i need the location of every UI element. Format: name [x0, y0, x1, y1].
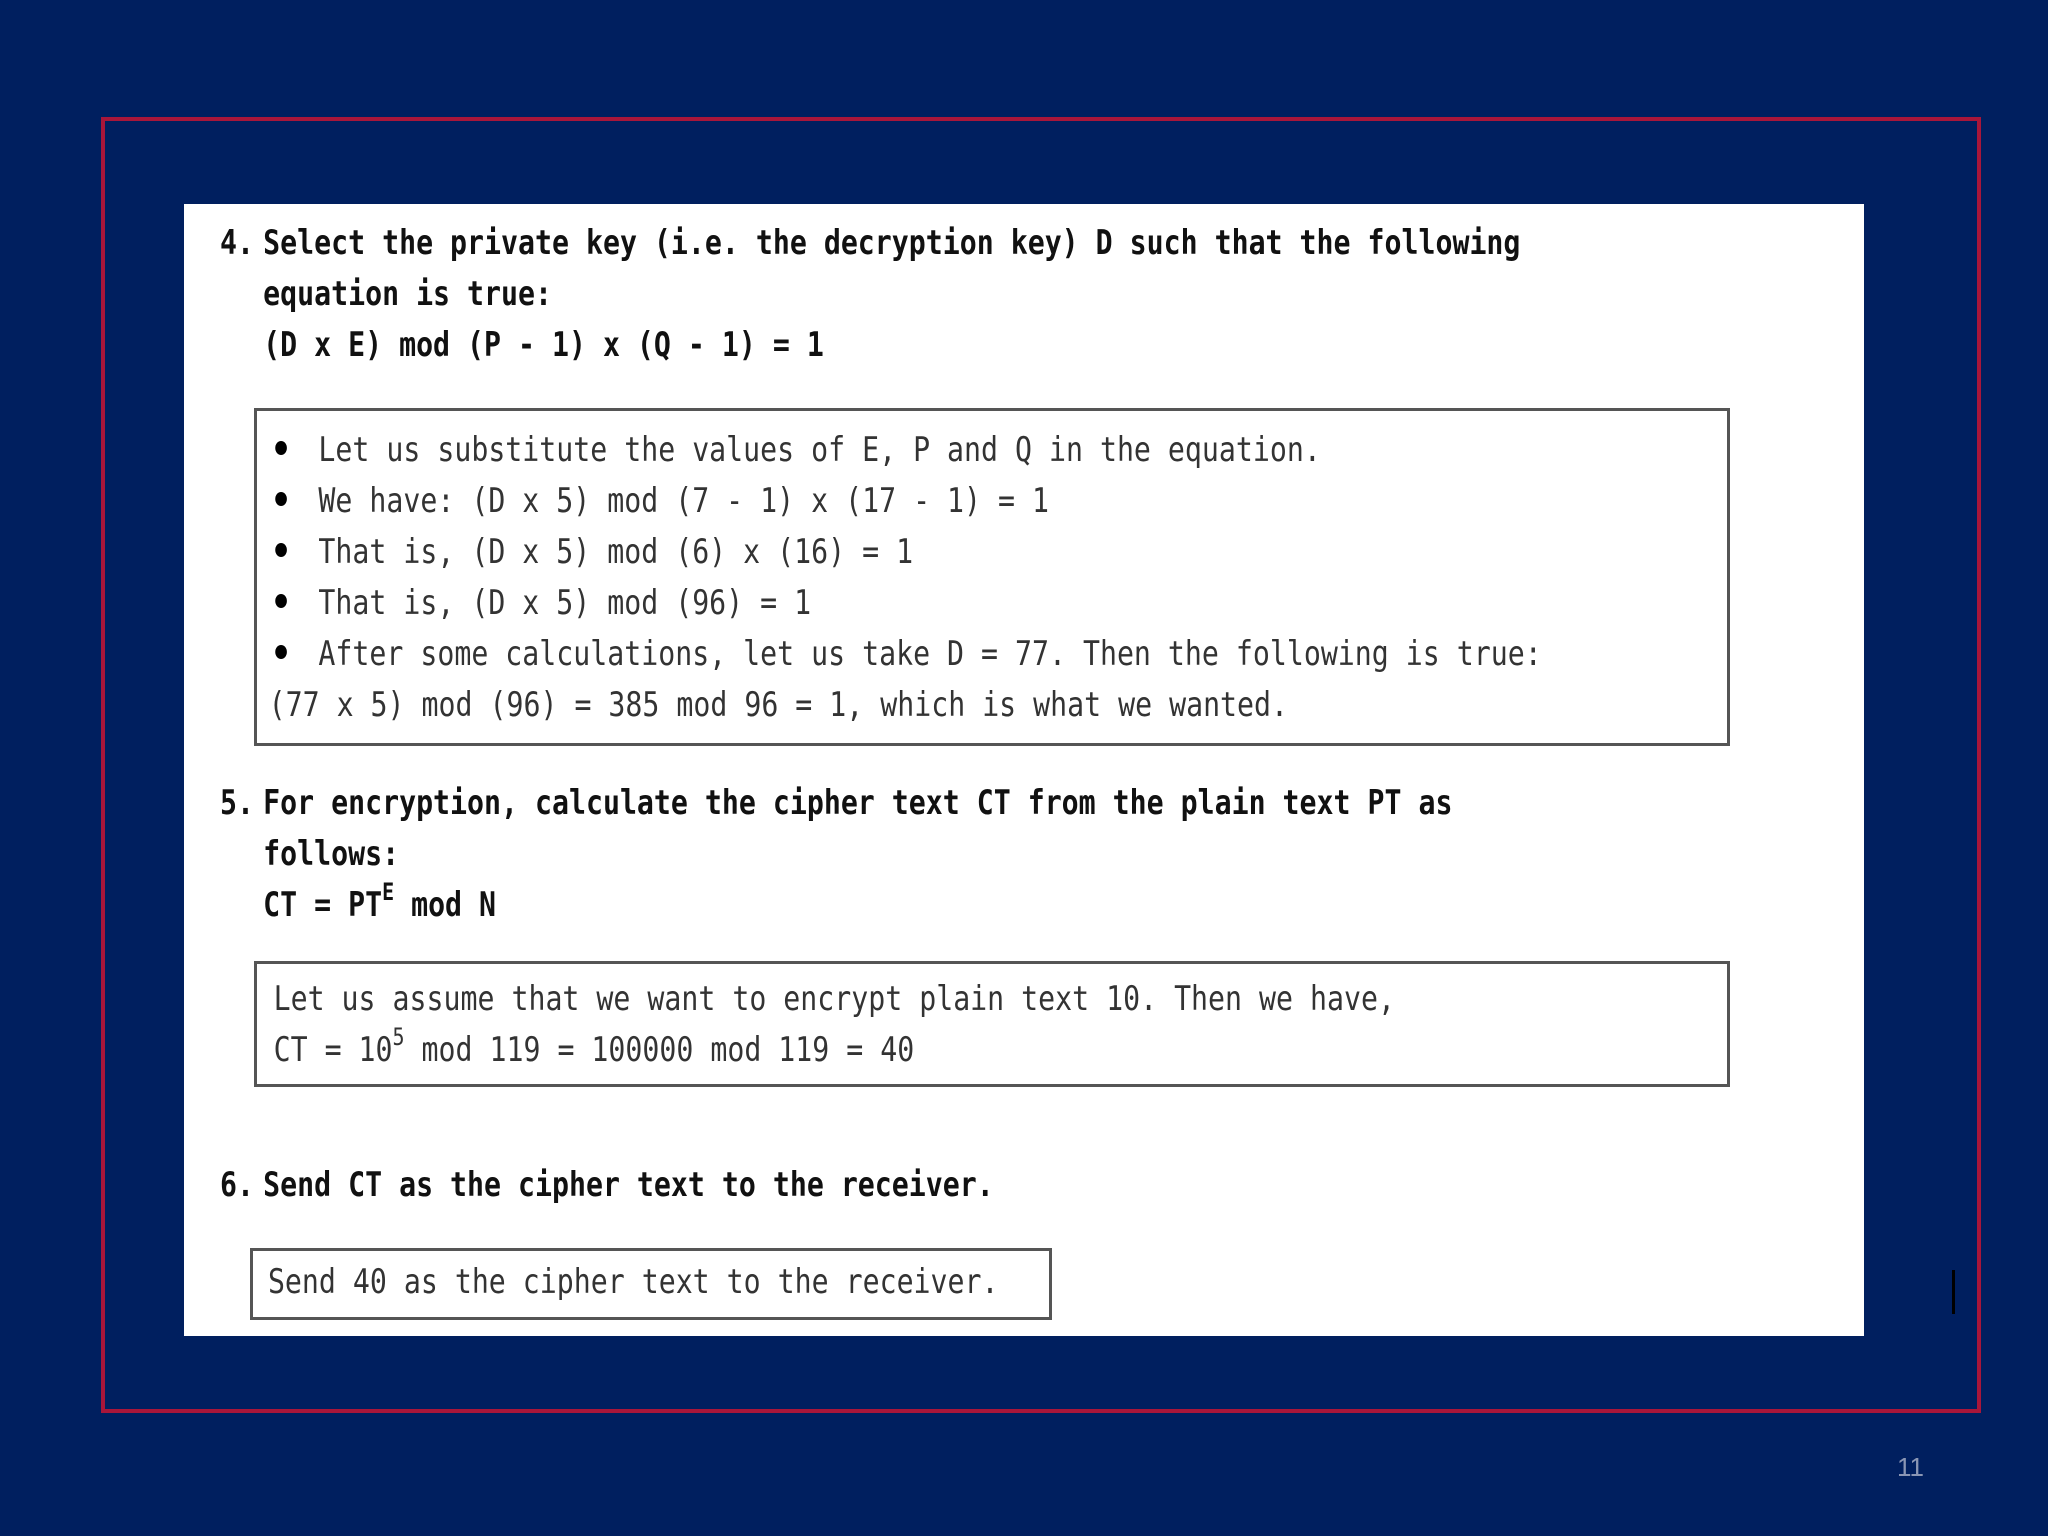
bullet-item [269, 527, 1477, 578]
exponent: E [382, 877, 395, 906]
step-6 [220, 1160, 994, 1211]
step-5-line-2: follows: [263, 834, 400, 874]
slide-number: 11 [1897, 1452, 1924, 1482]
step-5-line-1: For encryption, calculate the cipher text CT from the plain text PT as [263, 783, 1453, 823]
box-3-line-1: Send 40 as the cipher text to the receiver. [267, 1262, 999, 1302]
box-2-line-1: Let us assume that we want to encrypt plain text 10. Then we have, [273, 979, 1395, 1019]
step-4-line-1: Select the private key (i.e. the decryption key) D such that the following [263, 223, 1521, 263]
text-cursor [1952, 1270, 1955, 1314]
example-box-step-5 [254, 961, 1730, 1087]
bullet-item [269, 629, 1542, 680]
bullet-dot [275, 441, 287, 455]
bullet-dot [275, 543, 287, 557]
step-5 [220, 778, 1452, 931]
bullet-item [269, 578, 1477, 629]
exponent: 5 [392, 1022, 405, 1051]
step-5-number: 5. [220, 783, 254, 823]
bullet-dot [275, 594, 287, 608]
example-box-step-6 [250, 1248, 1052, 1320]
content-image [184, 204, 1864, 1336]
step-4-number: 4. [220, 223, 254, 263]
bullet-text: Let us substitute the values of E, P and Q in the equation. [318, 430, 1321, 470]
bullet-text: That is, (D x 5) mod (96) = 1 [318, 583, 812, 623]
step-6-line-1: Send CT as the cipher text to the receiver. [263, 1165, 994, 1205]
bullet-item [269, 425, 1477, 476]
bullet-text: That is, (D x 5) mod (6) x (16) = 1 [318, 532, 914, 572]
step-5-formula: CT = $PT^E$ mod N [263, 877, 497, 925]
step-4-line-2: equation is true: [263, 274, 552, 314]
step-6-number: 6. [220, 1165, 254, 1205]
bullet-text: We have: (D x 5) mod (7 - 1) x (17 - 1) = 1 [318, 481, 1049, 521]
box-2-line-2: CT = $10^5$ mod 119 = 100000 mod 119 = 40 [273, 1022, 915, 1070]
bullet-dot [275, 492, 287, 506]
bullet-dot [275, 645, 287, 659]
bullet-item [269, 476, 1477, 527]
bullet-text: After some calculations, let us take D = 77. Then the following is true: [318, 634, 1542, 674]
bullet-continuation: (77 x 5) mod (96) = 385 mod 96 = 1, which is what we wanted. [268, 685, 1289, 725]
step-4-equation: (D x E) mod (P - 1) x (Q - 1) = 1 [263, 325, 824, 365]
example-box-step-4 [254, 408, 1730, 746]
step-4 [220, 218, 1520, 371]
